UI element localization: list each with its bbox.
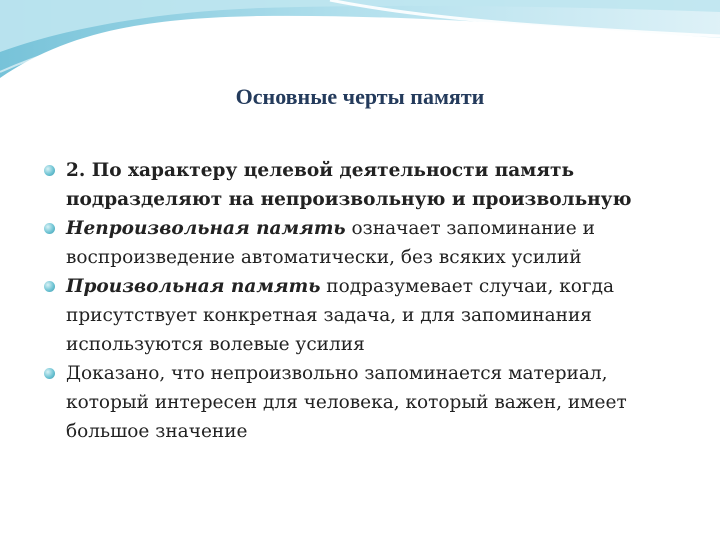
bullet-dot-icon xyxy=(44,165,55,176)
bullet-term: Произвольная память xyxy=(66,276,321,297)
bullet-text: 2. По характеру целевой деятельности память подразделяют на непроизвольную и произвольную xyxy=(66,160,632,210)
bullet-dot-icon xyxy=(44,223,55,234)
bullet-text: Доказано, что непроизвольно запоминается материал, который интересен для человека, который важен, имеет большое значение xyxy=(66,363,627,442)
bullet-dot-icon xyxy=(44,281,55,292)
bullet-term: Непроизвольная память xyxy=(66,218,346,239)
bullet-text: означает запоминание и воспроизведение автоматически, без всяких усилий xyxy=(66,218,595,268)
slide-title: Основные черты памяти xyxy=(235,84,485,109)
bullet-item xyxy=(44,156,684,214)
bullet-item xyxy=(44,359,684,446)
bullet-item xyxy=(44,272,684,359)
bullet-item xyxy=(44,214,684,272)
bullet-list xyxy=(44,156,684,446)
bullet-text: подразумевает случаи, когда присутствует конкретная задача, и для запоминания используются волевые усилия xyxy=(66,276,615,355)
bullet-dot-icon xyxy=(44,368,55,379)
